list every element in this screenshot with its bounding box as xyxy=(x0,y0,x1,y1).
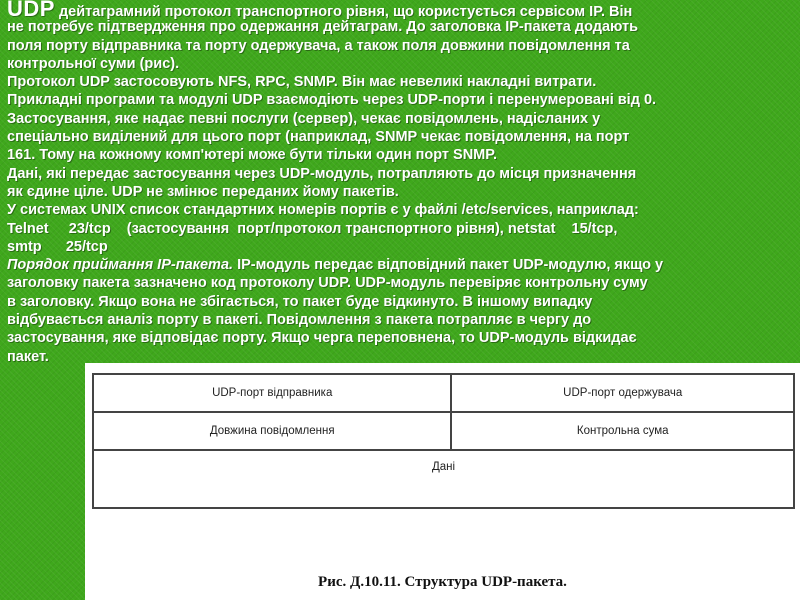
slide-body-text xyxy=(7,0,800,366)
section-heading-italic: Порядок приймання IP-пакета. xyxy=(7,257,234,274)
table-row xyxy=(93,374,794,412)
text-line-17: в заголовку. Якщо вона не збігається, то пакет буде відкинуто. В іншому випадку xyxy=(7,293,593,310)
text-line-12: У системах UNIX список стандартних номерів портів є у файлі /etc/services, наприклад: xyxy=(7,202,639,219)
text-line-15 xyxy=(7,256,800,274)
text-line-15-rest: IP-модуль передає відповідний пакет UDP-модулю, якщо у xyxy=(233,257,664,274)
data-cell: Дані xyxy=(93,450,794,508)
text-line-9: 161. Тому на кожному комп'ютері може бути тільки один порт SNMP. xyxy=(7,147,498,164)
text-line-14: smtp 25/tcp xyxy=(7,238,108,255)
text-line-1 xyxy=(7,0,800,21)
udp-title-word: UDP xyxy=(7,0,55,21)
source-port-cell: UDP-порт відправника xyxy=(93,374,451,412)
text-line-7: Застосування, яке надає певні послуги (сервер), чекає повідомлень, надісланих у xyxy=(7,110,601,127)
text-line-11: як єдине ціле. UDP не змінює переданих йому пакетів. xyxy=(7,183,399,200)
text-line-20: пакет. xyxy=(7,348,49,365)
text-line-4: контрольної суми (рис). xyxy=(7,55,180,72)
text-line-19: застосування, яке відповідає порту. Якщо черга переповнена, то UDP-модуль відкидає xyxy=(7,330,637,347)
udp-header-table xyxy=(92,373,795,509)
text-line-1-rest: дейтаграмний протокол транспортного рівня, що користується сервісом IP. Він xyxy=(54,4,633,20)
text-line-10: Дані, які передає застосування через UDP-модуль, потрапляють до місця призначення xyxy=(7,165,637,182)
text-line-3: поля порту відправника та порту одержувача, а також поля довжини повідомлення та xyxy=(7,37,630,54)
text-line-5: Протокол UDP застосовують NFS, RPC, SNMP. Він має невеликі накладні витрати. xyxy=(7,74,597,91)
figure-caption: Рис. Д.10.11. Структура UDP-пакета. xyxy=(318,574,567,590)
text-line-8: спеціально виділений для цього порт (наприклад, SNMP чекає повідомлення, на порт xyxy=(7,129,630,146)
text-line-13: Telnet 23/tcp (застосування порт/протокол транспортного рівня), netstat 15/tcp, xyxy=(7,220,618,237)
table-row xyxy=(93,450,794,508)
text-line-6: Прикладні програми та модулі UDP взаємодіють через UDP-порти і перенумеровані від 0. xyxy=(7,92,657,109)
text-line-18: відбувається аналіз порту в пакеті. Повідомлення з пакета потрапляє в чергу до xyxy=(7,312,592,329)
udp-packet-figure xyxy=(85,363,800,600)
text-line-2: не потребує підтвердження про одержання дейтаграм. До заголовка IP-пакета додають xyxy=(7,19,639,36)
checksum-cell: Контрольна сума xyxy=(451,412,794,450)
text-line-16: заголовку пакета зазначено код протоколу UDP. UDP-модуль перевіряє контрольну суму xyxy=(7,275,648,292)
length-cell: Довжина повідомлення xyxy=(93,412,451,450)
dest-port-cell: UDP-порт одержувача xyxy=(451,374,794,412)
table-row xyxy=(93,412,794,450)
